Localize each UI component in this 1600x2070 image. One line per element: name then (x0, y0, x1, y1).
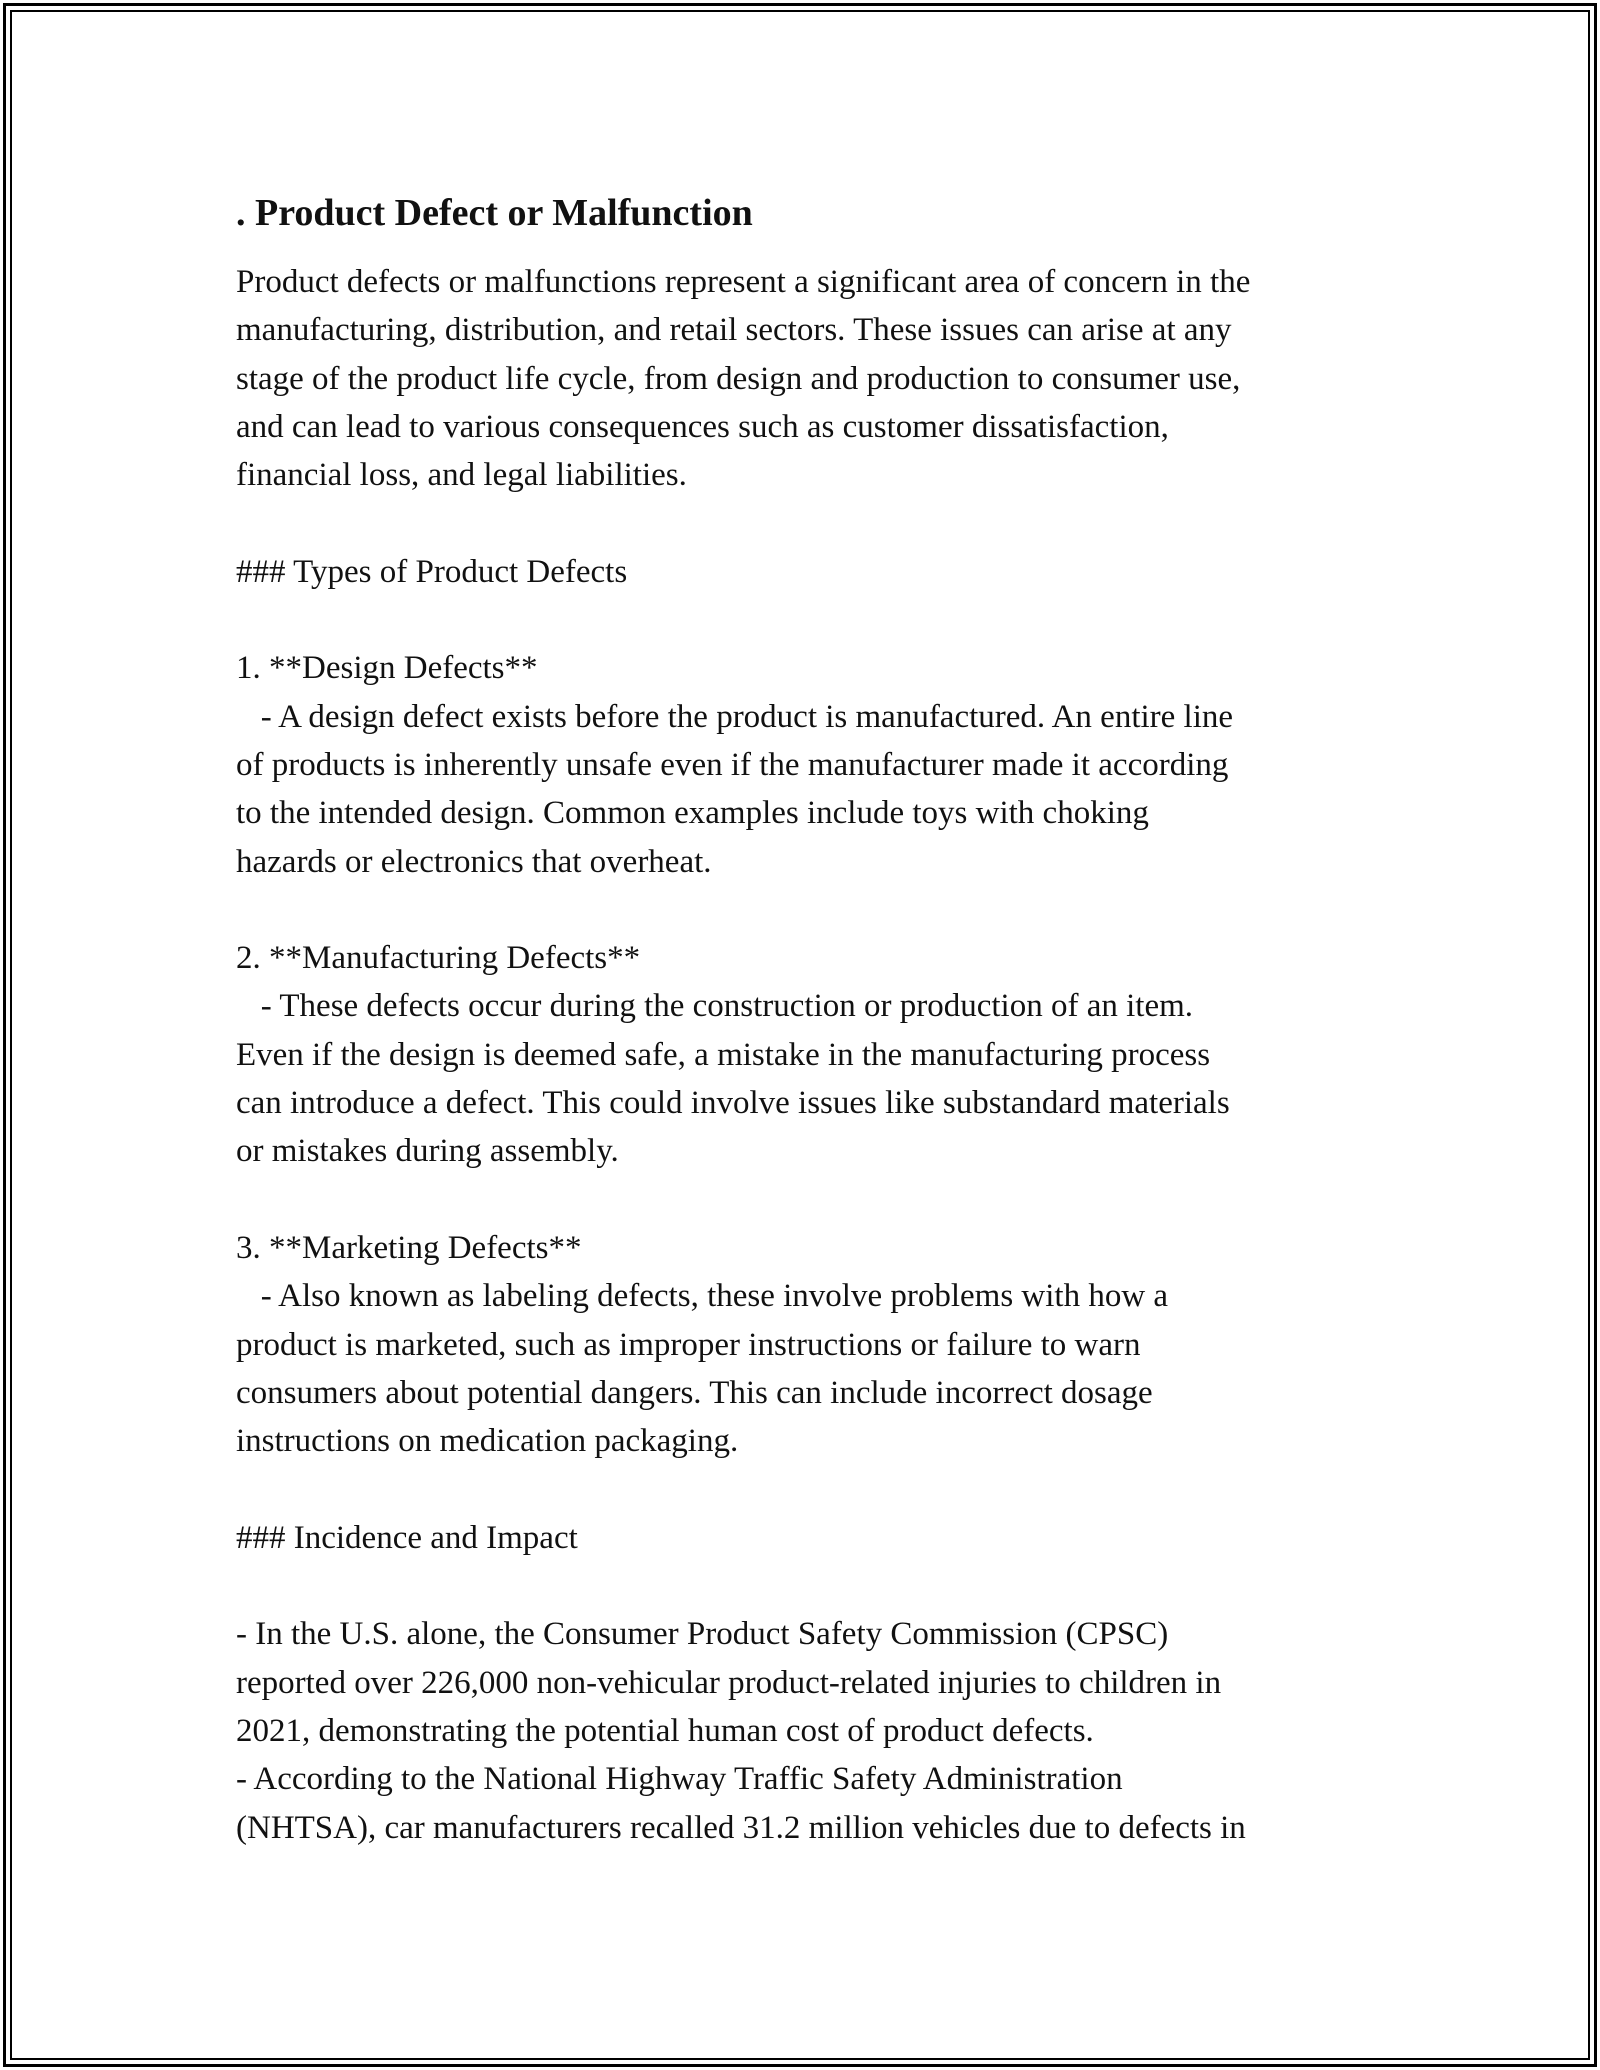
text-line: ### Types of Product Defects (236, 553, 628, 590)
text-line: 1. **Design Defects** (236, 650, 538, 687)
text-line: hazards or electronics that overheat. (236, 843, 712, 880)
text-line: - These defects occur during the construction or production of an item. (236, 988, 1194, 1025)
text-line: product is marketed, such as improper instructions or failure to warn (236, 1326, 1141, 1363)
text-line: 2021, demonstrating the potential human cost of product defects. (236, 1712, 1094, 1749)
text-line: instructions on medication packaging. (236, 1423, 739, 1460)
document-title: . Product Defect or Malfunction (236, 192, 753, 234)
text-line: Even if the design is deemed safe, a mistake in the manufacturing process (236, 1036, 1211, 1073)
text-line: financial loss, and legal liabilities. (236, 457, 687, 494)
text-line: - Also known as labeling defects, these involve problems with how a (236, 1278, 1169, 1315)
blank-line (236, 1465, 1386, 1513)
text-line: (NHTSA), car manufacturers recalled 31.2 million vehicles due to defects in (236, 1809, 1246, 1846)
text-line: consumers about potential dangers. This can include incorrect dosage (236, 1374, 1153, 1411)
text-line: and can lead to various consequences such as customer dissatisfaction, (236, 408, 1169, 445)
text-line: to the intended design. Common examples include toys with choking (236, 795, 1149, 832)
text-line: - A design defect exists before the product is manufactured. An entire line (236, 698, 1234, 735)
text-line: stage of the product life cycle, from design and production to consumer use, (236, 360, 1241, 397)
text-line: ### Incidence and Impact (236, 1519, 578, 1556)
text-line: can introduce a defect. This could involve issues like substandard materials (236, 1085, 1230, 1122)
text-line: of products is inherently unsafe even if the manufacturer made it according (236, 746, 1229, 783)
blank-line (236, 886, 1386, 934)
text-line: manufacturing, distribution, and retail sectors. These issues can arise at any (236, 312, 1232, 349)
text-line: 2. **Manufacturing Defects** (236, 940, 641, 977)
text-line: - In the U.S. alone, the Consumer Product Safety Commission (CPSC) (236, 1616, 1169, 1653)
text-line: 3. **Marketing Defects** (236, 1229, 582, 1266)
blank-line (236, 499, 1386, 547)
document-body (236, 186, 1386, 1852)
text-line: reported over 226,000 non-vehicular product-related injuries to children in (236, 1664, 1222, 1701)
blank-line (236, 1562, 1386, 1610)
document-text (236, 258, 1386, 1852)
blank-line (236, 596, 1386, 644)
text-line: Product defects or malfunctions represent a significant area of concern in the (236, 264, 1251, 300)
text-line: - According to the National Highway Traffic Safety Administration (236, 1761, 1123, 1798)
blank-line (236, 1176, 1386, 1224)
text-line: or mistakes during assembly. (236, 1133, 619, 1170)
